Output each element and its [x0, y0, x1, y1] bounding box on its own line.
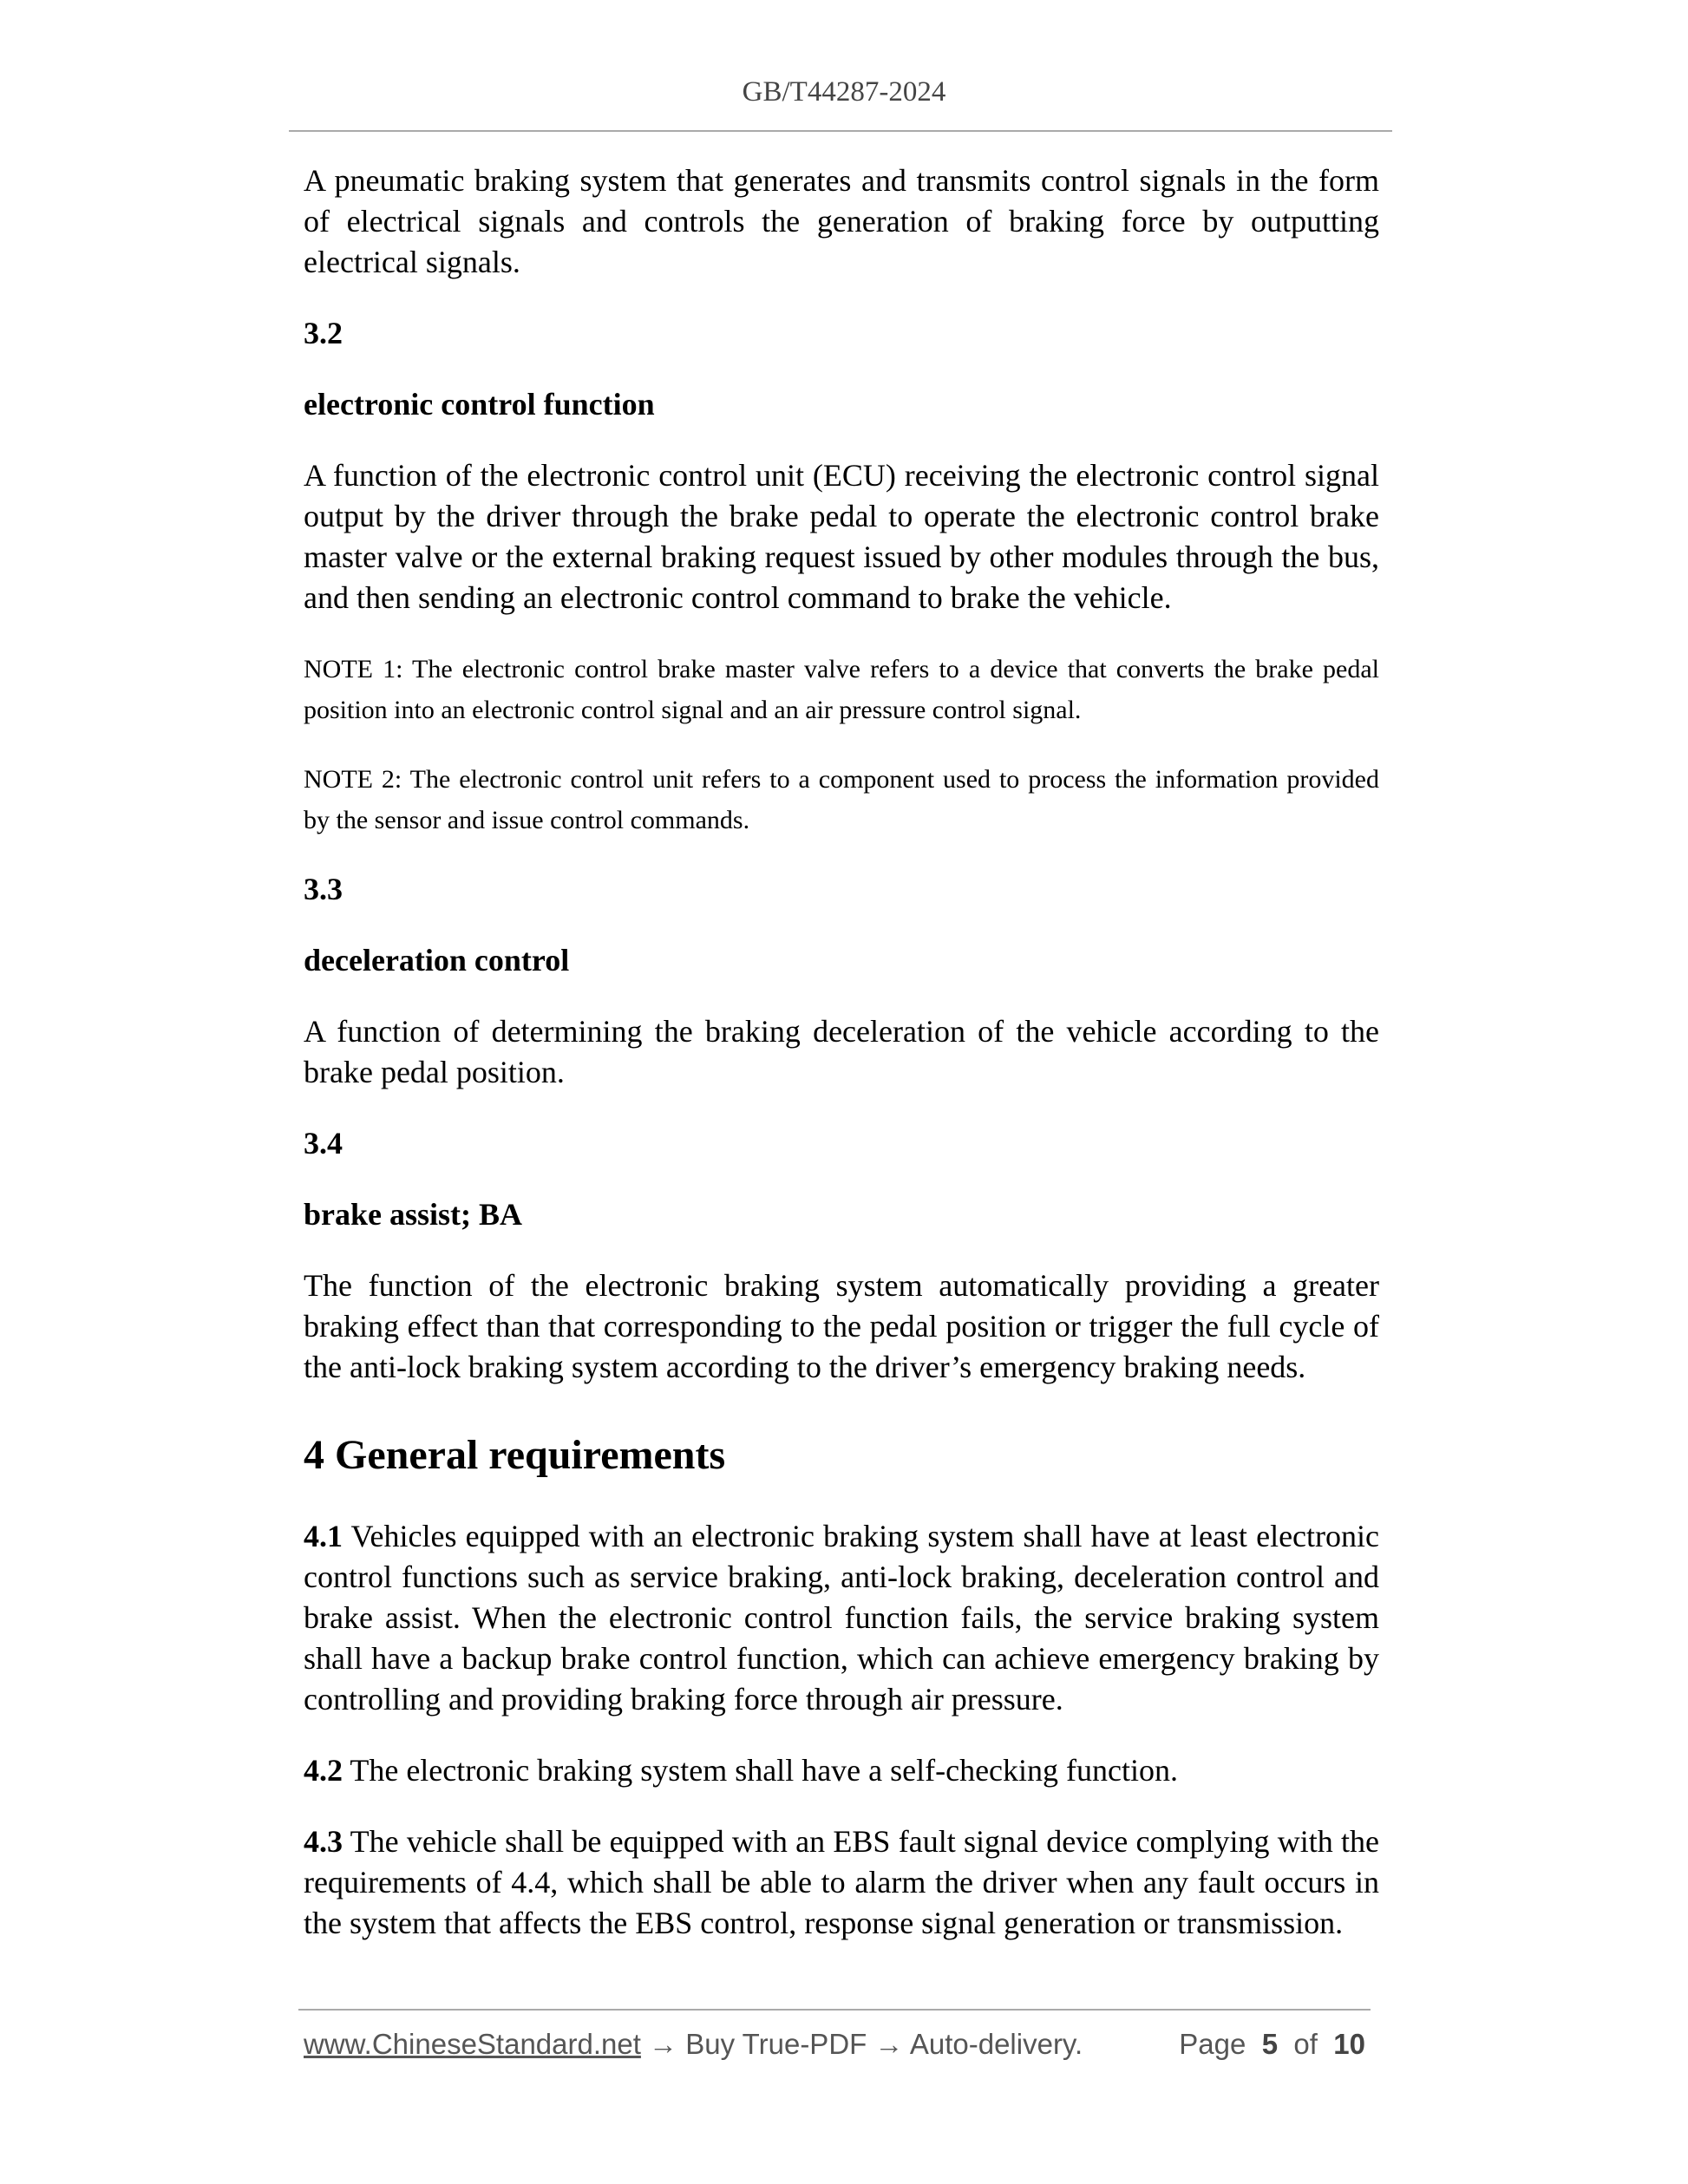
page-footer [304, 2028, 1371, 2068]
definition-3-4: The function of the electronic braking system automatically providing a greater braking effect than that corresponding to the pedal position or trigger the full cycle of the anti-lock braking system according to the driver’s emergency braking needs. [304, 1268, 1379, 1384]
clause-number-4-1: 4.1 [304, 1519, 343, 1553]
clause-text-4-1: Vehicles equipped with an electronic braking system shall have at least electronic control functions such as service braking, anti-lock braking, deceleration control and brake assist. When the electronic control function fails, the service braking system shall have a backup brake control function, which can achieve emergency braking by controlling and providing braking force through air pressure. [304, 1519, 1379, 1716]
arrow-1: → [640, 2028, 686, 2060]
clause-number-3-3: 3.3 [304, 872, 343, 906]
clause-4-3 [304, 1821, 1379, 1944]
footer-promo [304, 2028, 1083, 2061]
definition-3-2: A function of the electronic control unit (ECU) receiving the electronic control signal output by the driver through the brake pedal to operate the electronic control brake master valve or the external braking request issued by other modules through the bus, and then sending an electronic control command to brake the vehicle. [304, 458, 1379, 615]
auto-delivery-text: Auto-delivery. [909, 2028, 1083, 2060]
clause-text-4-3: The vehicle shall be equipped with an EBS fault signal device complying with the requirements of 4.4, which shall be able to alarm the driver when any fault occurs in the system that affects the EBS control, response signal generation or transmission. [304, 1824, 1379, 1940]
document-id-header: GB/T44287-2024 [742, 76, 946, 108]
clause-number-4-3: 4.3 [304, 1824, 343, 1859]
clause-4-1 [304, 1516, 1379, 1720]
intro-paragraph: A pneumatic braking system that generates and transmits control signals in the form of electrical signals and controls the generation of braking force by outputting electrical signals. [304, 163, 1379, 279]
footer-divider [298, 2009, 1371, 2011]
note-1: NOTE 1: The electronic control brake master valve refers to a device that converts the brake pedal position into an electronic control signal and an air pressure control signal. [304, 655, 1379, 724]
clause-number-4-2: 4.2 [304, 1753, 343, 1788]
clause-4-2 [304, 1750, 1379, 1791]
document-body [304, 160, 1379, 1974]
header-divider [289, 130, 1392, 132]
clause-number-3-4: 3.4 [304, 1126, 343, 1161]
chinesestandard-link[interactable]: www.ChineseStandard.net [304, 2028, 641, 2060]
definition-3-3: A function of determining the braking deceleration of the vehicle according to the brake pedal position. [304, 1014, 1379, 1089]
page-label: Page [1179, 2028, 1246, 2060]
of-label: of [1293, 2028, 1318, 2060]
section-heading-general-requirements: 4 General requirements [304, 1432, 726, 1478]
page-current: 5 [1261, 2028, 1279, 2060]
buy-true-pdf-text: Buy True-PDF [685, 2028, 867, 2060]
page-indicator [1179, 2028, 1365, 2061]
note-2: NOTE 2: The electronic control unit refers to a component used to process the information provided by the sensor and issue control commands. [304, 765, 1379, 834]
term-electronic-control-function: electronic control function [304, 387, 655, 422]
term-deceleration-control: deceleration control [304, 943, 570, 978]
page-total: 10 [1333, 2028, 1365, 2060]
term-brake-assist: brake assist; BA [304, 1197, 523, 1232]
arrow-2: → [867, 2028, 910, 2060]
clause-number-3-2: 3.2 [304, 316, 343, 350]
clause-text-4-2: The electronic braking system shall have a self-checking function. [343, 1753, 1178, 1788]
